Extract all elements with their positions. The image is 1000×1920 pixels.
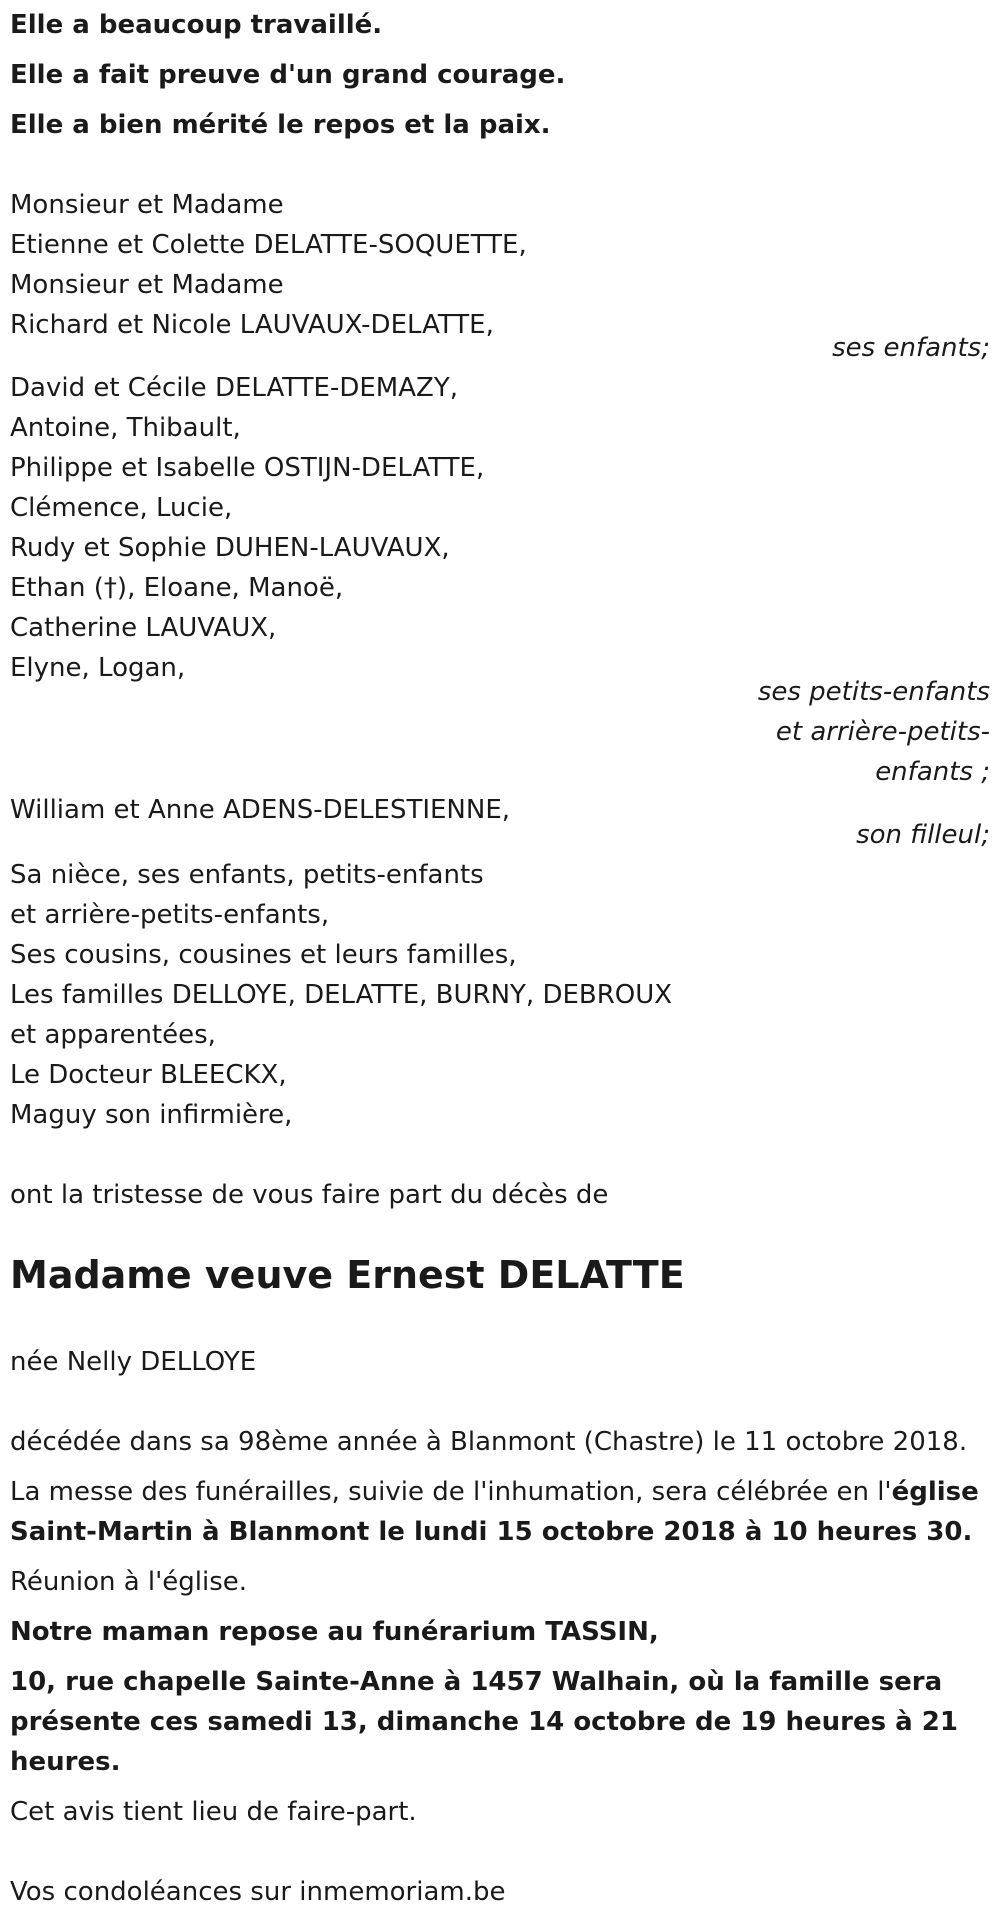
children-line: Etienne et Colette DELATTE-SOQUETTE, [10, 230, 527, 260]
grandchildren-line: Antoine, Thibault, [10, 413, 241, 443]
meeting-text: Réunion à l'église. [10, 1567, 248, 1597]
children-label: ses enfants; [832, 333, 990, 363]
mass-line-1 [10, 1472, 979, 1512]
mass-line-2: Saint-Martin à Blanmont le lundi 15 octobre 2018 à 10 heures 30. [10, 1517, 973, 1547]
grandchildren-line: Clémence, Lucie, [10, 493, 233, 523]
notice-text: Cet avis tient lieu de faire-part. [10, 1797, 417, 1827]
rest-line: présente ces samedi 13, dimanche 14 octobre de 19 heures à 21 [10, 1707, 958, 1737]
godson-label: son filleul; [856, 820, 990, 850]
others-line: et apparentées, [10, 1020, 216, 1050]
rest-line: 10, rue chapelle Sainte-Anne à 1457 Walhain, où la famille sera [10, 1667, 943, 1697]
grandchildren-label: et arrière-petits- [775, 717, 990, 747]
grandchildren-label: enfants ; [875, 757, 990, 787]
grandchildren-label: ses petits-enfants [757, 677, 990, 707]
godson-line: William et Anne ADENS-DELESTIENNE, [10, 795, 511, 825]
born-name: née Nelly DELLOYE [10, 1347, 257, 1377]
children-line: Monsieur et Madame [10, 190, 284, 220]
others-line: Sa nièce, ses enfants, petits-enfants [10, 860, 484, 890]
mass-plain: La messe des funérailles, suivie de l'inhumation, sera célébrée en l' [10, 1477, 892, 1507]
intro-line: Elle a beaucoup travaillé. [10, 10, 383, 40]
grandchildren-line: Rudy et Sophie DUHEN-LAUVAUX, [10, 533, 450, 563]
grandchildren-line: Elyne, Logan, [10, 653, 186, 683]
rest-line: Notre maman repose au funérarium TASSIN, [10, 1617, 659, 1647]
others-line: Maguy son infirmière, [10, 1100, 293, 1130]
announce-text: ont la tristesse de vous faire part du décès de [10, 1180, 609, 1210]
grandchildren-line: Philippe et Isabelle OSTIJN-DELATTE, [10, 453, 485, 483]
others-line: Ses cousins, cousines et leurs familles, [10, 940, 517, 970]
death-text: décédée dans sa 98ème année à Blanmont (Chastre) le 11 octobre 2018. [10, 1427, 968, 1457]
children-line: Monsieur et Madame [10, 270, 284, 300]
grandchildren-line: Catherine LAUVAUX, [10, 613, 277, 643]
grandchildren-line: Ethan (†), Eloane, Manoë, [10, 573, 344, 603]
condolences-text: Vos condoléances sur inmemoriam.be [10, 1877, 506, 1907]
intro-line: Elle a fait preuve d'un grand courage. [10, 60, 566, 90]
intro-line: Elle a bien mérité le repos et la paix. [10, 110, 551, 140]
others-line: Le Docteur BLEECKX, [10, 1060, 287, 1090]
children-line: Richard et Nicole LAUVAUX-DELATTE, [10, 310, 494, 340]
deceased-name: Madame veuve Ernest DELATTE [10, 1253, 685, 1297]
mass-bold-1: église [891, 1477, 979, 1507]
grandchildren-line: David et Cécile DELATTE-DEMAZY, [10, 373, 458, 403]
others-line: et arrière-petits-enfants, [10, 900, 330, 930]
rest-line: heures. [10, 1747, 121, 1777]
others-line: Les familles DELLOYE, DELATTE, BURNY, DEBROUX [10, 980, 673, 1010]
